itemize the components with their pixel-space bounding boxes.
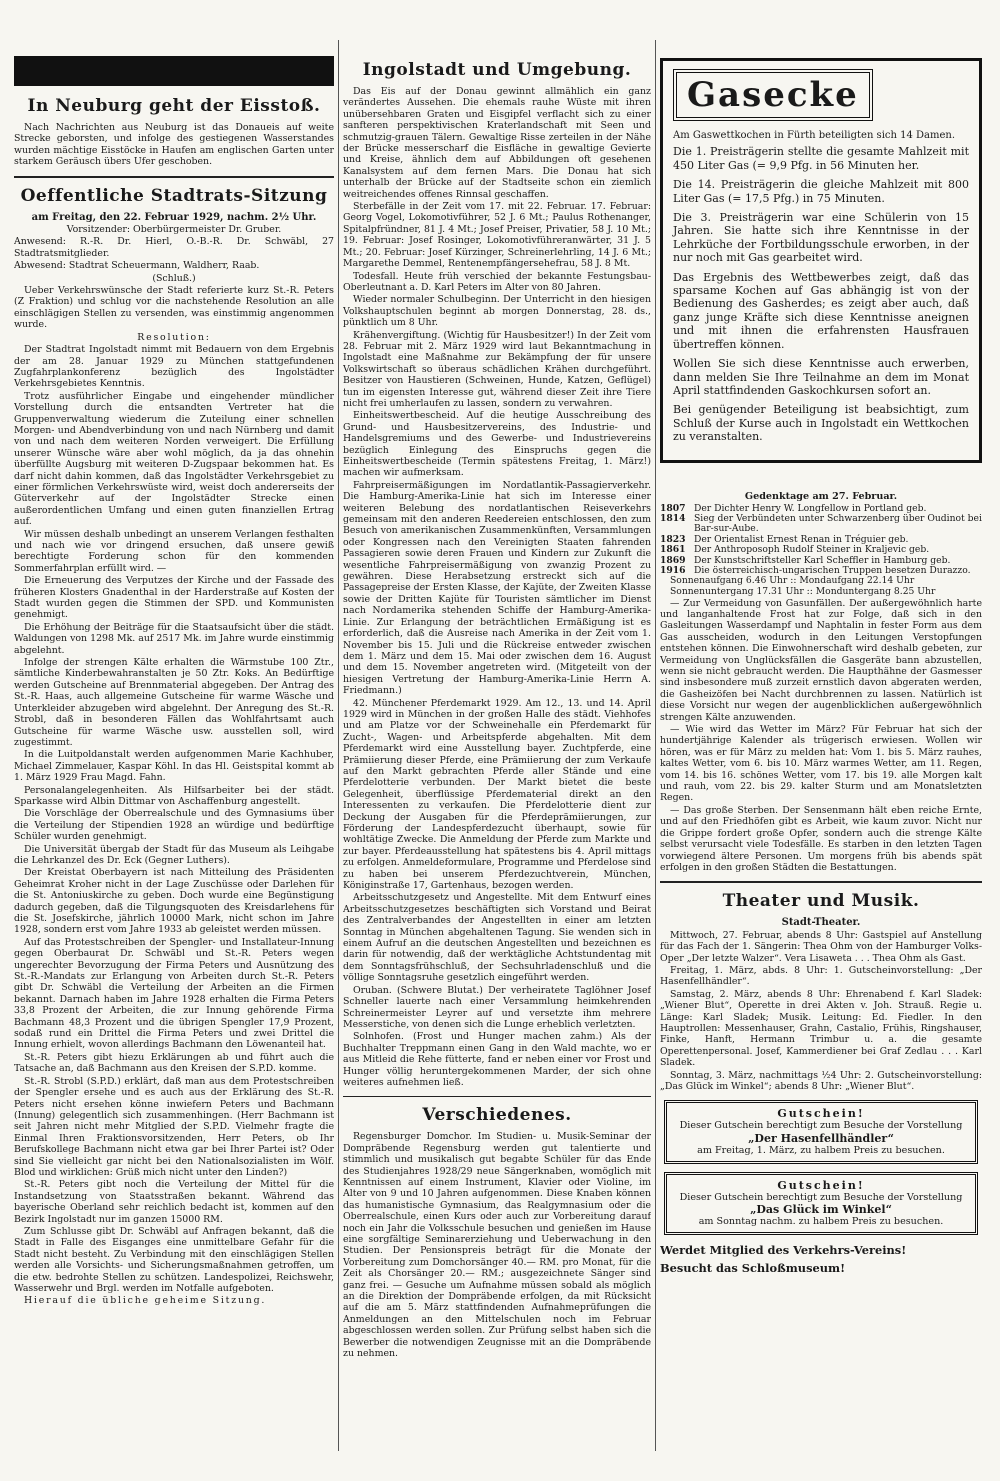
column-left: [14, 18, 334, 1459]
coupon-play: „Der Hasenfellhändler“: [748, 1132, 894, 1145]
gas-text: Wollen Sie sich diese Kenntnisse auch erwerben, dann melden Sie Ihre Teilnahme an dem im Monat April stattfindenden Gaskochkursen sofort an.: [673, 357, 969, 397]
stadtrat-date: am Freitag, den 22. Februar 1929, nachm. 2½ Uhr.: [31, 211, 317, 223]
coupon-glueck-im-winkel: [664, 1172, 978, 1235]
stadtrat-headline: Oeffentliche Stadtrats-Sitzung: [20, 185, 328, 206]
news-item: Wieder normaler Schulbeginn. Der Unterricht in den hiesigen Volkshauptschulen beginnt ab morgen Donnerstag, 28. ds., pünktlich um 8 Uhr.: [343, 294, 651, 329]
coupon-text: Dieser Gutschein berechtigt zum Besuche der Vorstellung: [679, 1120, 963, 1132]
ingolstadt-headline: Ingolstadt und Umgebung.: [362, 60, 632, 80]
news-item: Regensburger Domchor. Im Studien- u. Musik-Seminar der Dompräbende Regensburg werden gut talentierte und stimmlich und musikalisch gut begabte Schüler für das Ende des Studienjahres 1928/29 neue Sängerknaben, womöglich mit Kenntnissen auf einem Instrument, Klavier oder Violine, im Alter von 9 und 10 Jahren aufgenommen. Diese Knaben können das humanistische Gymnasium, das Realgymnasium oder die Oberrealschule, einen Kurs oder auch zur Vorbereitung darauf noch ein Jahr die Volksschule besuchen und genießen im Hause eine sorgfältige Seminarerziehung und Ueberwachung in den Studien. Der Pensionspreis beträgt für die Monate der Vorbereitung zum Domchorsänger 40.— RM. pro Monat, für die Zeit als Chorsänger 20.— RM.; ausgezeichnete Sänger sind ganz frei. — Gesuche um Aufnahme müssen sobald als möglich an die Direktion der Dompräbende erfolgen, da mit Rücksicht auf die am 5. März stattfindenden Aufnahmeprüfungen die Anmeldungen an den Mittelschulen noch im Februar abgeschlossen werden sollen. Zur Prüfung selbst haben sich die Bewerber die notwendigen Zeugnisse mit an die Dompräbende zu nehmen.: [343, 1131, 651, 1360]
gas-text: Bei genügender Beteiligung ist beabsichtigt, zum Schluß der Kurse auch in Ingolstadt ein Wettkochen zu veranstalten.: [673, 403, 969, 444]
column-right: [660, 18, 982, 1459]
divider: [660, 881, 982, 883]
anwesend-line: Anwesend: R.-R. Dr. Hierl, O.-B.-R. Dr. Schwäbl, 27 Stadtratsmitglieder.: [14, 236, 334, 259]
gas-text: Die 3. Preisträgerin war eine Schülerin von 15 Jahren. Sie hatte sich ihre Kenntnisse in der Lehrküche der Fortbildungsschule erworben, in der nur noch mit Gas gearbeitet wird.: [673, 211, 969, 265]
gas-text: Das Ergebnis des Wettbewerbes zeigt, daß das sparsame Kochen auf Gas abhängig ist von der Bedienung des Gasherdes; es zeigt aber auch, daß ganz junge Kräfte sich diese Kenntnisse aneignen und mit ihnen die erfahrensten Hausfrauen übertreffen können.: [673, 270, 969, 351]
slogan-verkehrsverein: Werdet Mitglied des Verkehrs-Vereins!: [660, 1242, 907, 1257]
news-item: Einheitswertbescheid. Auf die heutige Ausschreibung des Grund- und Hausbesitzervereins, des Industrie- und Handelsgremiums und des Gewerbe- und Industrievereins bezüglich Einlegung des Einspruchs gegen die Einheitswertbescheide (Termin spätestens Freitag, 1. März!) machen wir aufmerksam.: [343, 410, 651, 479]
sun-moon-table: [660, 576, 982, 597]
schluss-note: (Schluß.): [152, 272, 196, 284]
vorsitz-line: Vorsitzender: Oberbürgermeister Dr. Gruber.: [66, 224, 282, 236]
almanac-text: Sieg der Verbündeten unter Schwarzenberg über Oudinot bei Bar-sur-Aube.: [694, 512, 982, 535]
abwesend-line: Abwesend: Stadtrat Scheuermann, Waldherr, Raab.: [14, 260, 260, 272]
almanac-year: 1869: [660, 554, 686, 566]
almanac-text: Der Anthroposoph Rudolf Steiner in Kraljevic geb.: [694, 544, 930, 556]
article-paragraph: In die Luitpoldanstalt werden aufgenommen Marie Kachhuber, Michael Zimmelauer, Kaspar Köhl. In das Hl. Geistspital kommt ab 1. März 1929 Frau Magd. Fahn.: [14, 749, 334, 784]
almanac-entry: [660, 545, 982, 555]
gasecke-advertisement: [660, 58, 982, 463]
black-header-bar: [14, 56, 334, 86]
news-item: Arbeitsschutzgesetz und Angestellte. Mit dem Entwurf eines Arbeitsschutzgesetzes beschäftigten sich Vorstand und Beirat des Zentralverbandes der Angestellten in einer am letzten Sonntag in München abgehaltenen Tagung. Sie wenden sich in einem Aufruf an die deutschen Angestellten und bezeichnen es darin für notwendig, daß der werktägliche Achtstundentag mit dem Sonntagsfrühschluß, der Sechsuhrladenschluß und die völlige Sonntagsruhe gesetzlich eingeführt werden.: [343, 892, 651, 984]
article-paragraph: Die Vorschläge der Oberrealschule und des Gymnasiums über die Verteilung der Stipendien 1928 an würdige und bedürftige Schüler wurden genehmigt.: [14, 808, 334, 843]
column-divider: [655, 40, 656, 1451]
verschiedenes-headline: Verschiedenes.: [422, 1105, 572, 1126]
article-paragraph: Die Erhöhung der Beiträge für die Staatsaufsicht über die städt. Waldungen von 1298 Mk. auf 2517 Mk. im Jahre wurde einstimmig abgelehnt.: [14, 621, 334, 656]
theater-listing: Freitag, 1. März, abds. 8 Uhr: 1. Gutscheinvorstellung: „Der Hasenfellhändler“.: [660, 964, 982, 988]
sun-moon-row: Sonnenuntergang 17.31 Uhr :: Monduntergang 8.25 Uhr: [670, 585, 936, 597]
coupon-title: Gutschein!: [777, 1107, 865, 1121]
article-paragraph: Personalangelegenheiten. Als Hilfsarbeiter bei der städt. Sparkasse wird Albin Dittmar von Aschaffenburg angestellt.: [14, 784, 334, 807]
news-item: Solnhofen. (Frost und Hunger machen zahm.) Als der Buchhalter Treppmann einen Gang in den Wald machte, wo er aus Mitleid die Rehe fütterte, fand er neben einer vor Frost und Hunger völlig heruntergekommenen Marder, der sich ohne weiteres aufnehmen ließ.: [343, 1031, 651, 1088]
sun-moon-row: Sonnenaufgang 6.46 Uhr :: Mondaufgang 22.14 Uhr: [670, 575, 915, 587]
gas-text: Am Gaswettkochen in Fürth beteiligten sich 14 Damen.: [673, 130, 956, 141]
theater-subheading: Stadt-Theater.: [781, 917, 861, 929]
coupon-text: am Sonntag nachm. zu halbem Preis zu besuchen.: [698, 1216, 944, 1228]
coupon-text: am Freitag, 1. März, zu halbem Preis zu besuchen.: [697, 1145, 945, 1156]
news-item: Sterbefälle in der Zeit vom 17. mit 22. Februar. 17. Februar: Georg Vogel, Lokomotivführer, 52 J. 6 Mt.; Paulus Rothenanger, Spitalpfründner, 81 J. 4 Mt.; Josef Preiser, Privatier, 58 J. 10 Mt.; 19. Februar: Josef Rosinger, Lokomotivführeranwärter, 31 J. 5 Mt.; 20. Februar: Josef Kürzinger, Schreinerlehrling, 14 J. 6 Mt.; Margarethe Demmel, Rentenempfängersehefrau, 58 J. 8 Mt.: [343, 201, 651, 270]
almanac: [660, 491, 982, 598]
almanac-year: 1823: [660, 533, 686, 545]
article-paragraph: Trotz ausführlicher Eingabe und eingehender mündlicher Vorstellung durch die entsandten Vertreter hat die Gruppenverwaltung wiederum die Zuteilung einer schnellen Morgen- und Abendverbindung von und nach Nürnberg und damit von und nach dem weiteren Norden verweigert. Die Erfüllung unserer Wünsche wäre aber wohl möglich, da ja das ohnehin überfüllte Augsburg mit weiteren D-Zugspaar bekommen hat. Es darf nicht dahin kommen, daß das Ingolstädter Verkehrsgebiet zu einer förmlichen Verkehrswüste wird, weist doch andererseits der Güterverkehr auf der Ingolstädter Strecke einen außerordentlichen Umfang und einen guten finanziellen Ertrag auf.: [14, 390, 334, 528]
article-paragraph: Der Stadtrat Ingolstadt nimmt mit Bedauern von dem Ergebnis der am 28. Januar 1929 zu München stattgefundenen Zugfahrplankonferenz bezüglich des Ingolstädter Verkehrsgebietes Kenntnis.: [14, 344, 334, 390]
neuburg-text: Nach Nachrichten aus Neuburg ist das Donaueis auf weite Strecke geborsten, und infolge des gestiegenen Wasserstandes wurden mächtige Eisstöcke in Haufen am englischen Garten unter starkem Geräusch übers Ufer geschoben.: [14, 122, 334, 168]
news-item: Das Eis auf der Donau gewinnt allmählich ein ganz verändertes Aussehen. Die ehemals rauhe Wüste mit ihren unübersehbaren Graten und Eisgipfel verflacht sich zu einer sanfteren perspektivischen Kraterlandschaft mit Seen und schmutzig-grauen Tälern. Gewaltige Risse zerteilen in der Nähe der Brücke messerscharf die Eisfläche in gewaltige Gevierte und Kreise, ähnlich dem auf Abbildungen oft gesehenen Kanalsystem auf dem fernen Mars. Die Donau hat sich unterhalb der Brücke auf der Stadtseite schon ein ziemlich weitreichendes offenes Rinnsal geschaffen.: [343, 86, 651, 200]
almanac-text: Der Dichter Henry W. Longfellow in Portland geb.: [694, 502, 927, 514]
almanac-text: Der Orientalist Ernest Renan in Tréguier geb.: [694, 533, 909, 545]
article-paragraph: St.-R. Strobl (S.P.D.) erklärt, daß man aus dem Protestschreiben der Spengler ersehe und es auch aus der Erklärung des St.-R. Peters nicht ersehen könne inwiefern Peters und Bachmann (Innung) gelegentlich sich zusammenhingen. (Herr Bachmann ist seit Jahren nicht mehr Mitglied der S.P.D. Vielmehr fragte die Einmal Ihren Fraktionsvorsitzenden, Herr Peters, ob Ihr Berufskollege Bachmann nicht etwa gar bei Ihrer Partei ist? Oder sind Sie vielleicht gar nicht bei den Nationalsozialisten im Wölf. Blod und wirklichen: Grüß mich nicht unter den Linden?): [14, 1075, 334, 1178]
divider: [343, 1096, 651, 1097]
coupon-text: Dieser Gutschein berechtigt zum Besuche der Vorstellung: [679, 1191, 963, 1203]
article-paragraph: St.-R. Peters gibt hiezu Erklärungen ab und führt auch die Tatsache an, daß Bachmann aus den Kreisen der S.P.D. komme.: [14, 1051, 334, 1075]
news-item: Todesfall. Heute früh verschied der bekannte Festungsbau-Oberleutnant a. D. Karl Peters im Alter von 80 Jahren.: [343, 270, 651, 293]
notice: — Zur Vermeidung von Gasunfällen. Der außergewöhnlich harte und langanhaltende Frost hat zur Folge, daß sich in den Gasleitungen Wasserdampf und Naphtalin in fester Form aus dem Gas ausscheiden, wodurch in den Leitungen Verstopfungen entstehen können. Die Einwohnerschaft wird deshalb gebeten, zur Vermeidung von Unglücksfällen die Gasgeräte bann abzustellen, wenn sie nicht gebraucht werden. Die Haupthähne der Gasmesser sind insbesondere muß zurzeit ernstlich davon abgeraten werden, die Gasheizöfen bei Nacht durchbrennen zu lassen. Natürlich ist diese Vorsicht nur wegen der augenblicklichen außergewöhnlich strengen Kälte anzuwenden.: [660, 597, 982, 723]
almanac-entry: [660, 514, 982, 535]
theater-listing: Mittwoch, 27. Februar, abends 8 Uhr: Gastspiel auf Anstellung für das Fach der 1. Sängerin: Thea Ohm von der Hamburger Volks-Oper „Der letzte Walzer“. Vera Lisaweta . . . Thea Ohm als Gast.: [660, 929, 982, 964]
article-paragraph: Die Erneuerung des Verputzes der Kirche und der Fassade des früheren Klosters Gnadenthal in der Harderstraße auf Kosten der Stadt wurden gegen die Stimmen der SPD. und Kommunisten genehmigt.: [14, 575, 334, 621]
article-paragraph: Der Kreistat Oberbayern ist nach Mitteilung des Präsidenten Geheimrat Kroher nicht in der Lage Zuschüsse oder Darlehen für die St. Antoniuskirche zu geben. Doch wurde eine Begünstigung dadurch gegeben, daß die Tilgungsquoten des Kreisdarlehens für die St. Josefskirche, jährlich 10000 Mark, nicht schon im Jahre 1928, sondern erst vom Jahre 1933 ab geleistet werden müssen.: [14, 867, 334, 936]
almanac-year: 1861: [660, 544, 686, 556]
column-divider: [338, 40, 339, 1451]
gas-text: Die 1. Preisträgerin stellte die gesamte Mahlzeit mit 450 Liter Gas (= 9,9 Pfg. in 56 Minuten her.: [673, 145, 969, 172]
article-paragraph: Wir müssen deshalb unbedingt an unserem Verlangen festhalten und nach wie vor dringend ersuchen, daß unsere gewiß berechtigte Forderung schon für den kommenden Sommerfahrplan erfüllt wird. —: [14, 528, 334, 574]
neuburg-headline: In Neuburg geht der Eisstoß.: [27, 96, 321, 116]
coupon-hasenfellhaendler: [664, 1100, 978, 1163]
divider: [14, 176, 334, 178]
almanac-year: 1814: [660, 512, 686, 524]
almanac-year: 1916: [660, 564, 686, 576]
article-paragraph: Auf das Protestschreiben der Spengler- und Installateur-Innung gegen Oberbaurat Dr. Schwäbl und St.-R. Peters wegen ungerechter Bevorzugung der Firma Peters und Ausnützung des St.-R.-Mandats zur Erlangung von Arbeiten durch St.-R. Peters gibt Dr. Schwäbl die Verteilung der Arbeiten an die Firmen bekannt. Darnach haben im Jahre 1928 erhalten die Firma Peters 33,8 Prozent der Arbeiten, die zur Innung gehörende Firma Bachmann 48,3 Prozent und die übrigen Spengler 17,9 Prozent, sodaß rund ein Drittel die Firma Peters und zwei Drittel die Innung erhielt, wovon allerdings Bachmann den Löwenanteil hat.: [14, 936, 334, 1051]
notice: — Wie wird das Wetter im März? Für Februar hat sich der hundertjährige Kalender als trügerisch erwiesen. Wollen wir hören, was er für März zu melden hat: Vom 1. bis 5. März rauhes, kaltes Wetter, vom 6. bis 10. März warmes Wetter, am 11. Regen, vom 14. bis 16. schönes Wetter, vom 17. bis 19. alle Morgen kalt und rauh, vom 22. bis 29. kalter Sturm und am Monatsletzten Regen.: [660, 724, 982, 804]
article-paragraph: Die Universität übergab der Stadt für das Museum als Leihgabe die Lehrkanzel des Dr. Eck (Gegner Luthers).: [14, 843, 334, 866]
almanac-title: Gedenktage am 27. Februar.: [744, 490, 898, 502]
almanac-text: Der Kunstschriftsteller Karl Scheffler in Hamburg geb.: [694, 554, 951, 566]
theater-listing: Samstag, 2. März, abends 8 Uhr: Ehrenabend f. Karl Sladek: „Wiener Blut“, Operette in drei Akten v. Joh. Strauß. Regie u. Länge: Karl Sladek; Musik. Leitung: Ed. Fiedler. In den Hauptrollen: Messenhauser, Grahn, Castalio, Frühis, Ringshauser, Finke, Hanft, Hermann Trimbur u. a. die gesamte Operettenpersonal. Josef, Kammerdiener bei Graf Zedlau . . . Karl Sladek.: [660, 988, 982, 1069]
column-middle: [343, 18, 651, 1459]
resolution-heading: Resolution:: [137, 331, 211, 343]
article-paragraph: St.-R. Peters gibt noch die Verteilung der Mittel für die Instandsetzung von Staatsstraßen bekannt. Während das bayerische Oberland sehr reichlich bedacht ist, kommen auf den Bezirk Ingolstadt nur im ganzen 15000 RM.: [14, 1179, 334, 1225]
news-item: Krähenvergiftung. (Wichtig für Hausbesitzer!) In der Zeit vom 28. Februar mit 2. März 1929 wird laut Bekanntmachung in Ingolstadt eine Maßnahme zur Bekämpfung der für unsere Volkswirtschaft so überaus schädlichen Krähen durchgeführt. Besitzer von Haustieren (Schweinen, Hunde, Katzen, Geflügel) tun im eigensten Interesse gut, während dieser Zeit ihre Tiere nicht frei umherlaufen zu lassen, sondern zu verwahren.: [343, 329, 651, 409]
almanac-text: Die österreichisch-ungarischen Truppen besetzen Durazzo.: [694, 564, 971, 576]
news-item: 42. Münchener Pferdemarkt 1929. Am 12., 13. und 14. April 1929 wird in München in der großen Halle des städt. Viehhofes und am Platze vor der Schweinehalle ein Pferdemarkt für Zucht-, Wagen- und Arbeitspferde abgehalten. Mit dem Pferdemarkt wird eine Ausstellung bayer. Zuchtpferde, eine Prämiierung dieser Pferde, eine Prämiierung der zum Verkaufe auf den Markt gebrachten Pferde aller Stände und eine Pferdelotterie verbunden. Der Markt bietet die beste Gelegenheit, überflüssige Pferdematerial direkt an den Interessenten zu verkaufen. Die Pferdelotterie dient zur Deckung der Ausgaben für die Pferdeprämiierungen, zur Förderung der Landespferdezucht überhaupt, sowie für wohltätige Zwecke. Die Anmeldung der Pferde zum Markte und zur bayer. Pferdeausstellung hat spätestens bis 4. April mittags zu erfolgen. Anmeldeformulare, Programme und Pferdelose sind zu haben bei unserem Pferdezuchtverein, München, Königinstraße 17, Gartenhaus, bezogen werden.: [343, 697, 651, 892]
article-paragraph: Infolge der strengen Kälte erhalten die Wärmstube 100 Ztr., sämtliche Kinderbewahranstalten je 50 Ztr. Koks. An Bedürftige werden Gutscheine auf Brennmaterial abgegeben. Der Antrag des St.-R. Haas, auch allgemeine Gutscheine für warme Wäsche und Unterkleider abzugeben wird abgelehnt. Der Anregung des St.-R. Strobl, daß in besonderen Fällen das Wohlfahrtsamt auch Gutscheine für warme Wäsche usw. ausstellen soll, wird zugestimmt.: [14, 657, 334, 748]
theater-headline: Theater und Musik.: [722, 891, 920, 912]
theater-listing: Sonntag, 3. März, nachmittags ½4 Uhr: 2. Gutscheinvorstellung: „Das Glück im Winkel“; abends 8 Uhr: „Wiener Blut“.: [660, 1069, 982, 1092]
news-item: Oruban. (Schwere Blutat.) Der verheiratete Taglöhner Josef Schneller lauerte nach einer Versammlung heimkehrenden Schreinermeister Leyrer auf und versetzte ihm mehrere Messerstiche, von denen sich die Lunge erheblich verletzten.: [343, 984, 651, 1030]
article-paragraph: Hierauf die übliche geheime Sitzung.: [24, 1295, 267, 1307]
article-paragraph: Zum Schlusse gibt Dr. Schwäbl auf Anfragen bekannt, daß die Stadt in Falle des Eisganges eine unmittelbare Gefahr für die Stadt nicht besteht. Zu Verbindung mit den einschlägigen Stellen werden alle Vorsichts- und Sicherungsmaßnahmen getroffen, um die etw. bedrohte Stellen zu schützen. Landespolizei, Reichswehr, Wasserwehr und Brgl. werden im Notfalle aufgeboten.: [14, 1225, 334, 1294]
gas-text: Die 14. Preisträgerin die gleiche Mahlzeit mit 800 Liter Gas (= 17,5 Pfg.) in 75 Minuten.: [673, 178, 969, 205]
article-paragraph: Ueber Verkehrswünsche der Stadt referierte kurz St.-R. Peters (Z Fraktion) und schlug vor die nachstehende Resolution an alle einschlägigen Stellen zu versenden, was einstimmig angenommen wurde.: [14, 285, 334, 331]
almanac-year: 1807: [660, 502, 686, 514]
coupon-title: Gutschein!: [777, 1178, 865, 1192]
notice: — Das große Sterben. Der Sensenmann hält eben reiche Ernte, und auf den Friedhöfen gibt es Arbeit, wie kaum zuvor. Nicht nur die Grippe fordert große Opfer, sondern auch die strenge Kälte selbst verursacht viele Todesfälle. Es starben in den letzten Tagen vorwiegend ältere Personen. Um morgens früh bis abends spät erfolgen in den großen Städten die Bestattungen.: [660, 804, 982, 873]
coupon-play: „Das Glück im Winkel“: [750, 1203, 892, 1217]
news-item: Fahrpreisermäßigungen im Nordatlantik-Passagierverkehr. Die Hamburg-Amerika-Linie hat sich im Interesse einer weiteren Belebung des nordatlantischen Reiseverkehrs gemeinsam mit den anderen Reedereien entschlossen, den zum Besuch von amerikanischen Zusammenkünften, Versammlungen oder Kongressen nach den Vereinigten Staaten fahrenden Passagieren sowie deren Frauen und Kindern zur Zukunft die wesentliche Fahrpreisermäßigung von zwanzig Prozent zu gewähren. Diese Herabsetzung erstreckt sich auf die Passagepreise der Ersten Klasse, der Kajüte, der Zweiten Klasse sowie der Dritten Kajüte für Touristen sämtlicher im Dienst nach Nordamerika stehenden Schiffe der Hamburg-Amerika-Linie. Zur Erlangung der beträchtlichen Ermäßigung ist es erforderlich, daß die Ausreise nach Amerika in der Zeit vom 1. November bis 15. Juli und die Rückreise entweder zwischen dem 1. März und dem 15. Mai oder zwischen dem 16. August und dem 15. November angetreten wird. (Mitgeteilt von der hiesigen Vertretung der Hamburg-Amerika-Linie Herrn A. Friedmann.): [343, 479, 651, 697]
gasecke-logo: Gasecke: [673, 69, 873, 121]
slogan-schlossmuseum: Besucht das Schloßmuseum!: [660, 1260, 846, 1275]
